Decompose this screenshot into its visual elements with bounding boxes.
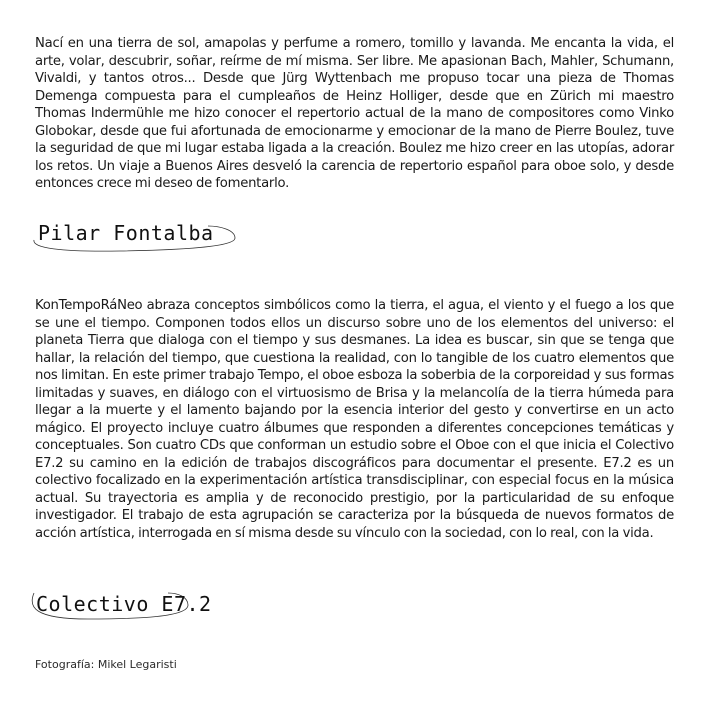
project-paragraph: KonTempoRáNeo abraza conceptos simbólicos como la tierra, el agua, el viento y el fuego a los que se une el tiempo. Componen todos ellos un discurso sobre uno de los elementos del universo: el planeta Tierra que dialoga con el tiempo y sus desmanes. La idea es buscar, sin que se tenga que hallar, la relación del tiempo, que cuestiona la realidad, con lo tangible de los cuatro elementos que nos limitan. En este primer trabajo Tempo, el oboe esboza la soberbia de la corporeidad y sus formas limitadas y suaves, en diálogo con el virtuosismo de Brisa y la melancolía de la tierra húmeda para llegar a la muerte y el lamento bajando por la esencia interior del gesto y convertirse en un acto mágico. El proyecto incluye cuatro álbumes que responden a diferentes concepciones temáticas y conceptuales. Son cuatro CDs que conforman un estudio sobre el Oboe con el que inicia el Colectivo E7.2 su camino en la edición de trabajos discográficos para documentar el presente. E7.2 es un colectivo focalizado en la experimentación artística transdisciplinar, con especial focus en la música actual. Su trayectoria es amplia y de reconocido prestigio, por la particularidad de su enfoque investigador. El trabajo de esta agrupación se caracteriza por la búsqueda de nuevos formatos de acción artística, interrogada en sí misma desde su vínculo con la sociedad, con lo real, con la vida. xyxy=(35,298,674,541)
signature-pilar-fontalba xyxy=(30,214,240,254)
signature-text: Colectivo E7.2 xyxy=(36,592,212,616)
bio-paragraph: Nací en una tierra de sol, amapolas y perfume a romero, tomillo y lavanda. Me encanta la vida, el arte, volar, descubrir, soñar, reírme de mí misma. Ser libre. Me apasionan Bach, Mahler, Schumann, Vivaldi, y tantos otros... Desde que Jürg Wyttenbach me propuso tocar una pieza de Thomas Demenga compuesta para el cumpleaños de Heinz Holliger, desde que en Zürich mi maestro Thomas Indermühle me hizo conocer el repertorio actual de la mano de compositores como Vinko Globokar, desde que fui afortunada de emocionarme y emocionar de la mano de Pierre Boulez, tuve la seguridad de que mi lugar estaba ligada a la creación. Boulez me hizo creer en las utopías, adorar los retos. Un viaje a Buenos Aires desveló la carencia de repertorio español para oboe solo, y desde entonces crece mi deseo de fomentarlo. xyxy=(35,36,674,191)
signature-colectivo-e72 xyxy=(28,587,212,623)
signature-text: Pilar Fontalba xyxy=(38,221,214,245)
photo-credit: Fotografía: Mikel Legaristi xyxy=(35,658,177,671)
